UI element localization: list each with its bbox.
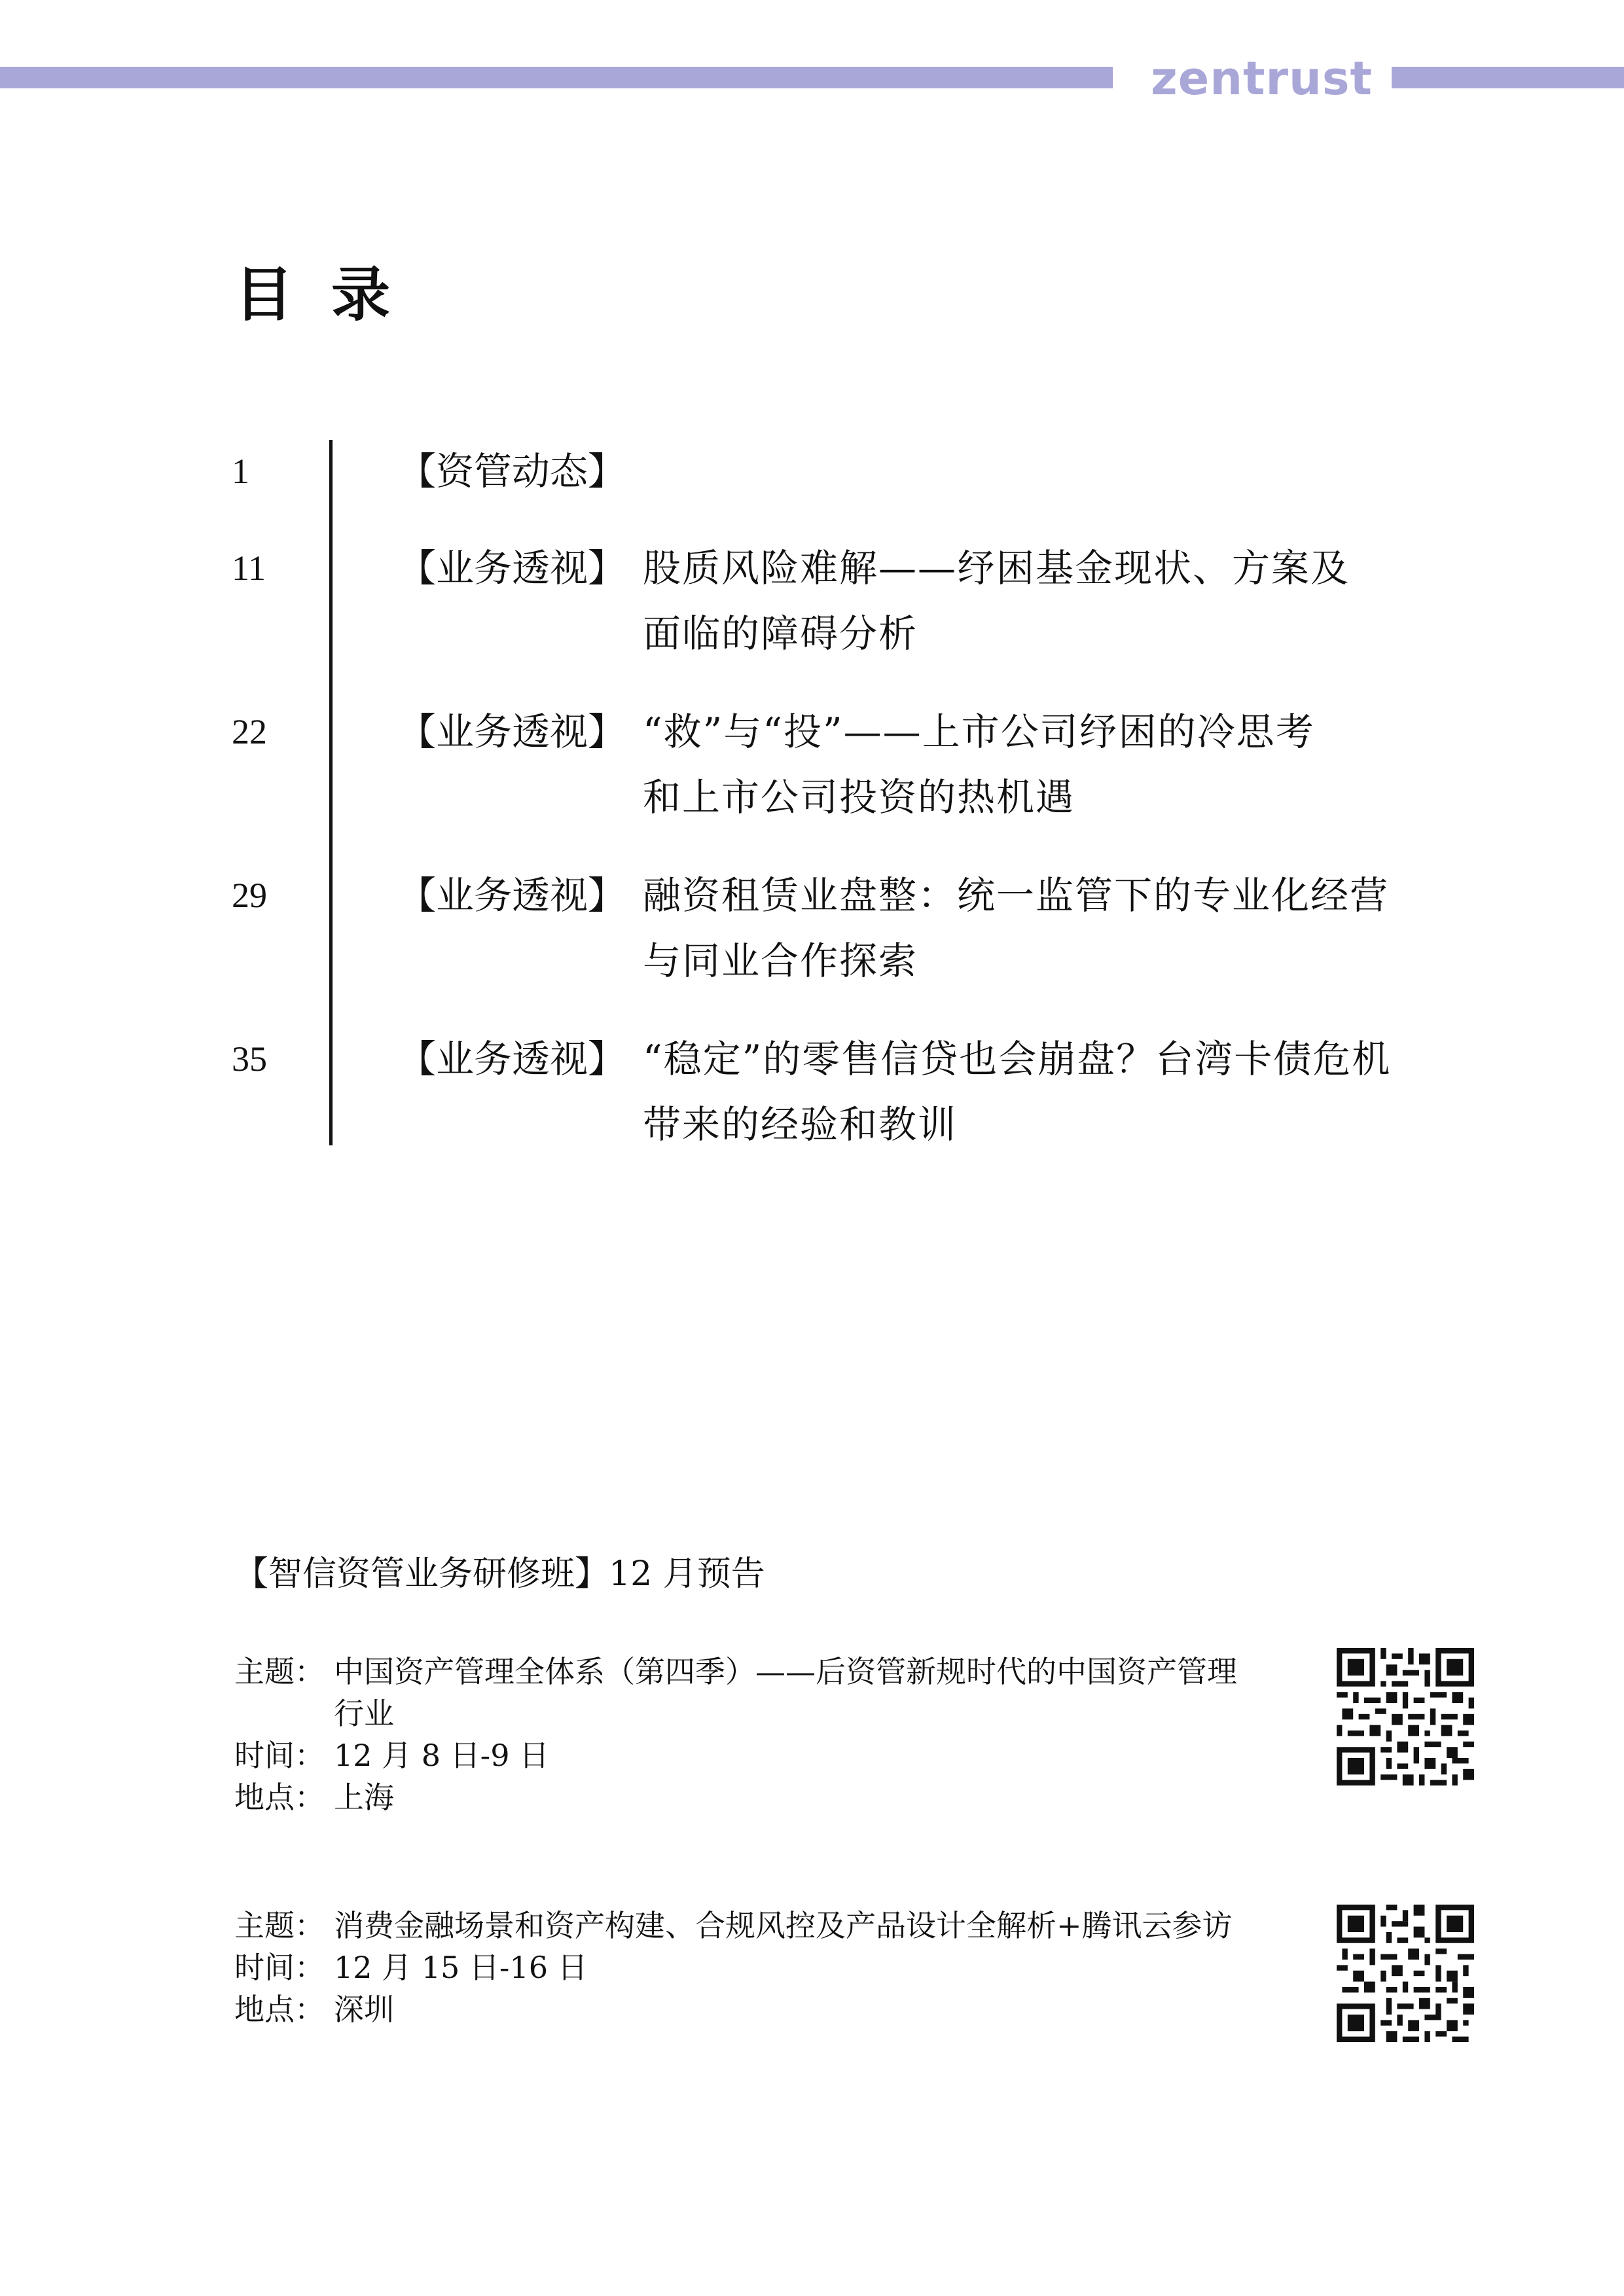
event-place-value: 上海 bbox=[334, 1780, 394, 1815]
event-place bbox=[234, 1776, 1347, 1818]
event-place-label: 地点： bbox=[234, 1780, 325, 1815]
toc-category: 【业务透视】 bbox=[398, 1037, 626, 1081]
toc-divider bbox=[329, 440, 333, 1145]
toc-title-line: 与同业合作探索 bbox=[643, 939, 918, 983]
brand-logo: zentrust bbox=[1151, 52, 1373, 105]
qr-code-icon[interactable] bbox=[1337, 1648, 1474, 1785]
toc-category: 【业务透视】 bbox=[398, 709, 626, 754]
toc-entry-title bbox=[643, 863, 1461, 994]
event-topic-label: 主题： bbox=[234, 1908, 325, 1943]
toc-entry-title bbox=[643, 535, 1461, 666]
toc-category: 【业务透视】 bbox=[398, 546, 626, 590]
event-place bbox=[234, 1988, 1347, 2030]
promo-heading: 【智信资管业务研修班】12 月预告 bbox=[234, 1554, 765, 1594]
header-bar-left bbox=[0, 67, 1113, 88]
header-bar-right bbox=[1392, 67, 1624, 88]
event-place-label: 地点： bbox=[234, 1992, 325, 2027]
event-topic-value: 中国资产管理全体系（第四季）——后资管新规时代的中国资产管理 bbox=[334, 1654, 1237, 1689]
toc-title-line: 带来的经验和教训 bbox=[643, 1102, 958, 1147]
event-topic bbox=[234, 1905, 1347, 1946]
event-time bbox=[234, 1946, 1347, 1988]
toc-title-line: 和上市公司投资的热机遇 bbox=[643, 775, 1075, 819]
event-block bbox=[234, 1905, 1347, 2030]
toc-page-number: 11 bbox=[232, 548, 266, 588]
toc-entry-title bbox=[643, 699, 1461, 830]
toc-category: 【资管动态】 bbox=[398, 449, 626, 493]
toc-title-line: “稳定”的零售信贷也会崩盘？台湾卡债危机 bbox=[643, 1037, 1392, 1081]
toc-page-number: 29 bbox=[232, 876, 267, 915]
toc-entry-title bbox=[643, 1026, 1461, 1157]
qr-code-icon[interactable] bbox=[1337, 1905, 1474, 2042]
event-time-value: 12 月 15 日-16 日 bbox=[334, 1950, 588, 1985]
toc-title-line: 融资租赁业盘整：统一监管下的专业化经营 bbox=[643, 873, 1390, 918]
toc-title-line: “救”与“投”——上市公司纾困的冷思考 bbox=[643, 709, 1315, 754]
toc-page-number: 35 bbox=[232, 1039, 267, 1079]
event-topic-continued: 行业 bbox=[334, 1696, 394, 1731]
toc-title: 目录 bbox=[234, 260, 428, 329]
qr-code-graphic bbox=[1337, 1905, 1474, 2042]
event-topic bbox=[234, 1651, 1347, 1693]
event-time-label: 时间： bbox=[234, 1950, 325, 1985]
toc-category: 【业务透视】 bbox=[398, 873, 626, 918]
event-place-value: 深圳 bbox=[334, 1992, 394, 2027]
toc-page-number: 22 bbox=[232, 712, 267, 751]
event-topic-label: 主题： bbox=[234, 1654, 325, 1689]
event-topic-value: 消费金融场景和资产构建、合规风控及产品设计全解析+腾讯云参访 bbox=[334, 1908, 1233, 1943]
qr-code-graphic bbox=[1337, 1648, 1474, 1785]
event-time bbox=[234, 1734, 1347, 1776]
toc-title-line: 股质风险难解——纾困基金现状、方案及 bbox=[643, 546, 1350, 590]
toc-page-number: 1 bbox=[232, 452, 249, 491]
event-time-value: 12 月 8 日-9 日 bbox=[334, 1738, 550, 1773]
event-time-label: 时间： bbox=[234, 1738, 325, 1773]
toc-title-line: 面临的障碍分析 bbox=[643, 611, 918, 656]
event-block bbox=[234, 1651, 1347, 1818]
